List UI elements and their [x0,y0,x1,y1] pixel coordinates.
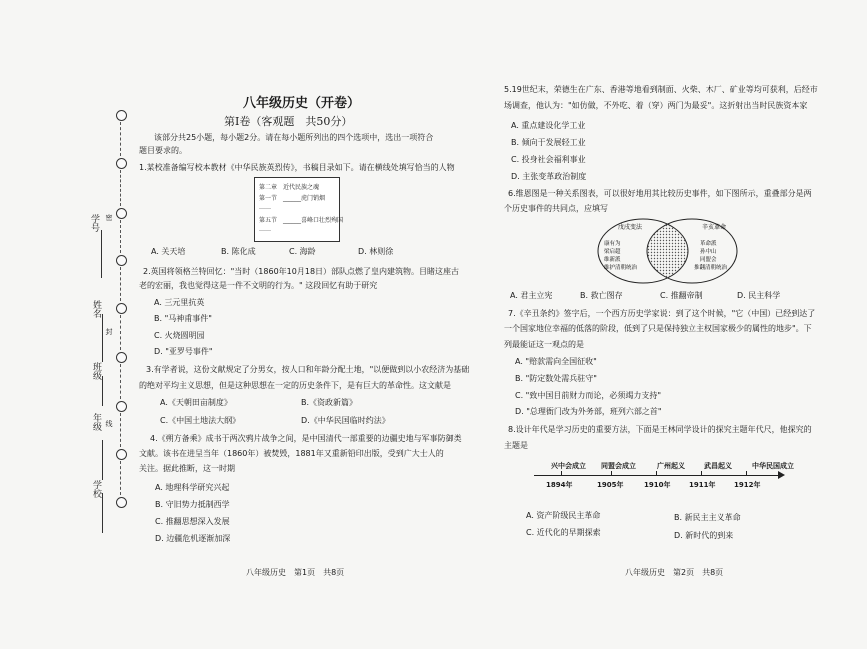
q2-option-b: B. "马神甫事件" [154,314,212,323]
q4-option-b: B. 守旧势力抵制西学 [155,500,230,509]
question-1: 1.某校准备编写校本教材《中华民族英烈传》，书稿目录如下。请在横线处填写恰当的人物 [139,163,455,172]
q7-option-b: B. "防定数处需兵驻守" [515,374,597,383]
timeline-year-4: 1911年 [689,481,716,489]
svg-text:维新派: 维新派 [604,257,621,263]
timeline-event-1: 兴中会成立 [551,462,586,470]
q1-option-c: C. 海龄 [289,247,316,256]
question-3: 3.有学者说，这份文献规定了分男女，按人口和年龄分配土地，"以便做到以小农经济为基础 [146,365,470,374]
svg-text:同盟会: 同盟会 [700,257,717,263]
student-number-label: 学号 [89,214,99,232]
timeline-year-3: 1910年 [644,481,671,489]
q8-option-a: A. 资产阶级民主革命 [526,511,601,520]
q4-option-d: D. 边疆危机逐渐加深 [155,534,231,543]
section-instructions: 该部分共25小题，每小题2分。请在每小题所列出的四个选项中，选出一项符合 [154,133,434,142]
question-3-cont: 的绝对平均主义思想，但是这种思想在一定的历史条件下，是有巨大的革命性。这文献是 [139,381,451,390]
question-7: 7.《辛丑条约》签字后，一个西方历史学家说：到了这个时候，"它（中国）已经到达了 [508,309,816,318]
q8-option-c: C. 近代化的早期探索 [526,528,601,537]
svg-text:推翻清朝统治: 推翻清朝统治 [694,265,728,271]
q5-option-b: B. 倾向于发展轻工业 [511,138,586,147]
punch-hole [116,303,127,314]
q3-option-a: A.《天朝田亩制度》 [160,398,232,407]
question-5: 5.19世纪末，荣德生在广东、香港等地看到制面、火柴、木厂、矿业等均可获利，后经市 [504,85,818,94]
page-1-footer: 八年级历史 第1页 共8页 [246,568,345,577]
q7-option-c: C. "致中国目前财力而论，必须竭力支持" [515,391,662,400]
page-2-footer: 八年级历史 第2页 共8页 [625,568,724,577]
venn-left-title: 戊戌变法 [618,224,643,231]
question-2-cont: 老的宏丽，我也觉得这是一件不文明的行为。" 这段回忆有助于研究 [139,281,378,290]
q1-option-b: B. 陈化成 [221,247,256,256]
q7-option-d: D. "总理衙门改为外务部，班列六部之首" [515,407,662,416]
question-5-cont: 场调查，他认为："如仿做，不外吃、着（穿）两门为最妥"。这折射出当时民族资本家 [504,101,808,110]
timeline-arrow [778,471,785,479]
timeline-event-4: 武昌起义 [704,462,732,470]
q7-option-a: A. "赔款需向全国征收" [515,357,597,366]
question-8: 8.设计年代是学习历史的重要方法，下面是王林同学设计的探究主题年代尺，他探究的 [508,425,812,434]
question-4: 4.《朔方备乘》成书于两次鸦片战争之间，是中国清代一部重要的边疆史地与军事防御类 [150,434,462,443]
svg-text:梁启超: 梁启超 [604,249,621,255]
section-instructions-cont: 题目要求的。 [139,146,187,155]
section-title: 第Ⅰ卷（客观题 共50分） [224,115,353,128]
q6-option-d: D. 民主科学 [737,291,781,300]
timeline-year-2: 1905年 [597,481,624,489]
q1-option-a: A. 关天培 [151,247,186,256]
seal-line-mark: 封 [105,328,113,335]
seal-seal-mark: 线 [105,420,113,427]
exam-title: 八年级历史（开卷） [243,96,361,111]
q2-option-c: C. 火烧圆明园 [154,331,205,340]
punch-hole [116,255,127,266]
venn-diagram [596,215,746,285]
punch-hole [116,401,127,412]
timeline-event-3: 广州起义 [657,462,685,470]
q4-option-c: C. 推翻思想深入发展 [155,517,230,526]
punch-hole [116,208,127,219]
q3-option-c: C.《中国土地法大纲》 [160,416,241,425]
q6-option-b: B. 救亡图存 [580,291,623,300]
timeline-year-5: 1912年 [734,481,761,489]
q4-option-a: A. 地理科学研究兴起 [155,483,230,492]
svg-text:康有为: 康有为 [604,241,621,247]
q8-option-b: B. 新民主主义革命 [674,513,741,522]
punch-hole [116,352,127,363]
question-6-cont: 个历史事件的共同点，应填写 [504,204,608,213]
timeline-event-5: 中华民国成立 [752,462,794,470]
svg-text:革命派: 革命派 [700,241,717,247]
venn-right-title: 辛亥革命 [702,224,727,231]
q3-option-b: B.《资政新篇》 [301,398,358,407]
name-label: 姓名 [91,300,101,318]
punch-hole [116,158,127,169]
q8-option-d: D. 新时代的到来 [674,531,734,540]
timeline-event-2: 同盟会成立 [601,462,636,470]
punch-hole [116,449,127,460]
seal-mark: 密 [105,214,113,221]
grade-label: 年级 [91,413,101,431]
q5-option-c: C. 投身社会福利事业 [511,155,586,164]
q1-option-d: D. 林则徐 [358,247,394,256]
svg-text:孙中山: 孙中山 [700,249,717,255]
class-label: 班级 [91,362,101,380]
question-2: 2.英国将领格兰特回忆："当时（1860年10月18日）部队点燃了皇内建筑物。目睹这座古 [143,267,460,276]
timeline-axis [534,475,782,476]
q5-option-a: A. 重点建设化学工业 [511,121,586,130]
q2-option-a: A. 三元里抗英 [154,298,205,307]
svg-text:维护清朝统治: 维护清朝统治 [604,265,638,271]
q6-option-c: C. 推翻帝制 [660,291,703,300]
q3-option-d: D.《中华民国临时约法》 [301,416,390,425]
timeline-year-1: 1894年 [546,481,573,489]
school-label: 学校 [91,480,101,498]
question-7-cont: 一个国家地位幸福的低落的阶段，低到了只是保持独立主权国家极少的属性的地步"。下 [504,324,812,333]
question-4-cont2: 关注。据此推断，这一时期 [139,464,235,473]
question-4-cont: 文献。该书在进呈当年（1860年）被焚毁，1881年又重新铅印出版，受到广大士人的 [139,449,444,458]
question-8-cont: 主题是 [504,441,528,450]
q6-option-a: A. 君主立宪 [510,291,553,300]
q5-option-d: D. 主张变革政治制度 [511,172,587,181]
punch-hole [116,497,127,508]
question-7-cont2: 列最能证这一观点的是 [504,340,584,349]
question-6: 6.维恩图是一种关系图表，可以很好地用其比较历史事件，如下图所示，重叠部分是两 [508,189,812,198]
punch-hole [116,110,127,121]
q2-option-d: D. "亚罗号事件" [154,347,213,356]
table-of-contents-card: 第二章 近代民族之魂 第一节 ______虎门销烟 …… 第五节 ______喜峰口壮烈殉国 …… [254,177,340,242]
